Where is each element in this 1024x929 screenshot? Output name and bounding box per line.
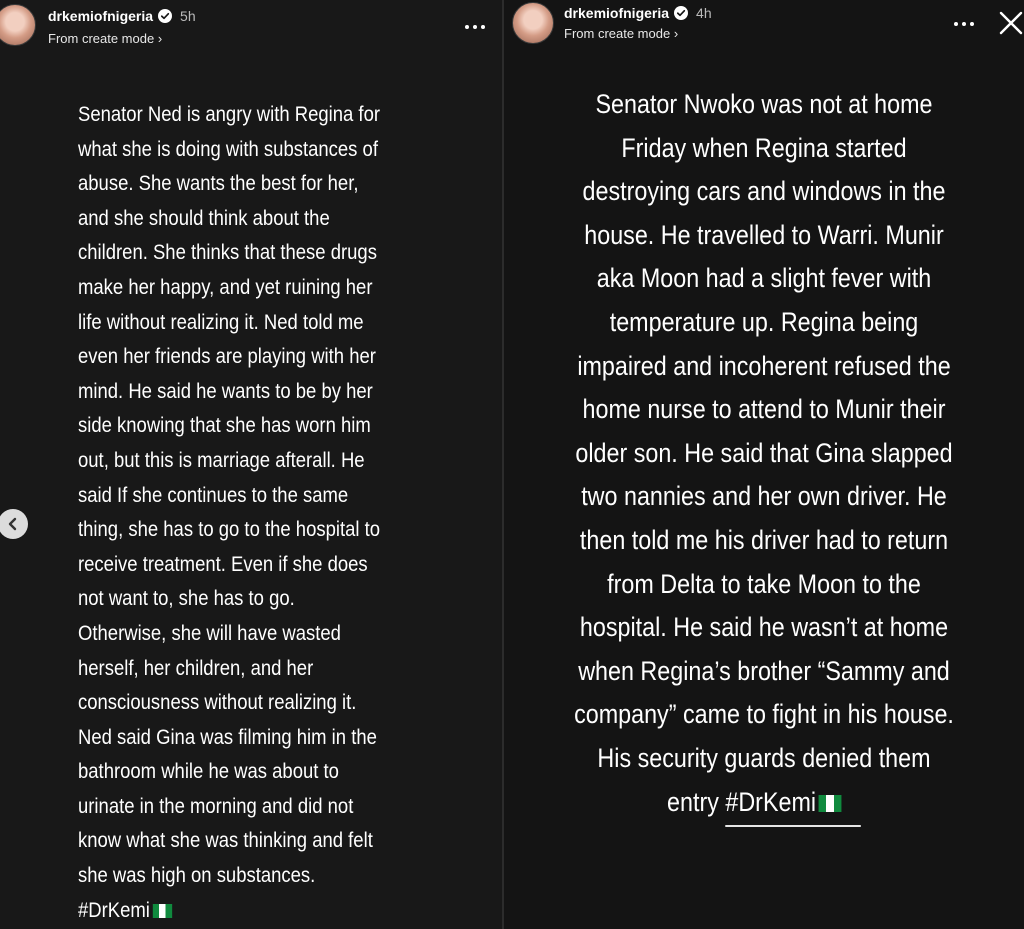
username[interactable]: drkemiofnigeria — [564, 5, 670, 21]
story-text-line: said If she continues to the same — [78, 483, 349, 507]
story-text-line: Otherwise, she will have wasted — [78, 621, 341, 645]
hashtag-text: #DrKemi — [78, 898, 150, 922]
hashtag-link[interactable] — [725, 781, 861, 828]
story-text-line: out, but this is marriage afterall. He — [78, 448, 365, 472]
story-text-line: house. He travelled to Warri. Munir — [584, 219, 944, 250]
story-text-line: she was high on substances. — [78, 864, 316, 888]
story-text-line: life without realizing it. Ned told me — [78, 310, 364, 334]
story-text-line: Senator Ned is angry with Regina for — [78, 103, 381, 126]
hashtag-text: #DrKemi — [725, 786, 817, 817]
hashtag-link[interactable] — [78, 894, 198, 929]
username[interactable]: drkemiofnigeria — [48, 8, 154, 24]
create-mode-label: From create mode — [564, 26, 671, 41]
story-text-line: aka Moon had a slight fever with — [596, 263, 932, 294]
create-mode-label: From create mode — [48, 31, 155, 46]
story-text-line: Senator Nwoko was not at home — [595, 89, 933, 119]
story-text-line: temperature up. Regina being — [609, 306, 919, 337]
story-text-line: side knowing that she has worn him — [78, 414, 371, 438]
chevron-right-icon: › — [157, 31, 163, 46]
post-time: 5h — [180, 8, 196, 24]
previous-story-button[interactable] — [0, 509, 28, 539]
story-text-line: mind. He said he wants to be by her — [78, 379, 373, 403]
story-text-line: and she should think about the — [78, 206, 330, 230]
close-icon[interactable] — [998, 10, 1024, 36]
story-text-line: receive treatment. Even if she does — [78, 552, 368, 576]
story-text-line: not want to, she has to go. — [78, 587, 295, 611]
story-text-line: destroying cars and windows in the — [582, 176, 946, 207]
last-line-prefix: entry — [667, 786, 726, 817]
story-text-line: from Delta to take Moon to the — [607, 568, 921, 599]
story-text-line: make her happy, and yet ruining her — [78, 275, 373, 299]
more-options-icon[interactable] — [954, 17, 974, 31]
story-text-line: urinate in the morning and did not — [78, 794, 354, 818]
story-text-line: children. She thinks that these drugs — [78, 241, 377, 265]
story-text-line: abuse. She wants the best for her, — [78, 172, 359, 196]
story-panel-right — [504, 0, 1024, 929]
story-text-line: Friday when Regina started — [621, 132, 907, 163]
chevron-left-icon — [5, 516, 21, 532]
story-text-line: even her friends are playing with her — [78, 345, 376, 369]
story-text-line: home nurse to attend to Munir their — [582, 394, 946, 425]
story-text-line: know what she was thinking and felt — [78, 829, 373, 853]
post-time: 4h — [696, 5, 712, 21]
nigeria-flag-icon — [819, 795, 842, 812]
story-text — [78, 98, 439, 929]
story-text-line: herself, her children, and her — [78, 656, 314, 680]
story-text-line: thing, she has to go to the hospital to — [78, 518, 381, 542]
story-text-line: two nannies and her own driver. He — [581, 481, 947, 512]
story-text-line: when Regina’s brother “Sammy and — [578, 655, 950, 686]
story-text-line: hospital. He said he wasn’t at home — [579, 612, 949, 643]
story-panel-left — [0, 0, 502, 929]
story-text-line: His security guards denied them — [597, 742, 931, 773]
hashtag-line — [535, 781, 993, 828]
story-text-line: older son. He said that Gina slapped — [575, 437, 953, 468]
story-text-line: company” came to fight in his house. — [574, 699, 954, 730]
create-mode-link[interactable] — [564, 26, 678, 41]
verified-badge-icon — [674, 6, 688, 20]
avatar[interactable] — [512, 2, 554, 44]
user-row — [564, 5, 712, 21]
more-options-icon[interactable] — [465, 20, 485, 34]
verified-badge-icon — [158, 9, 172, 23]
create-mode-link[interactable] — [48, 31, 162, 46]
story-text-line: what she is doing with substances of — [78, 137, 378, 161]
avatar[interactable] — [0, 4, 36, 46]
story-header — [0, 0, 502, 64]
user-row — [48, 8, 196, 24]
story-text — [535, 83, 993, 827]
story-text-line: consciousness without realizing it. — [78, 691, 357, 715]
story-text-line: then told me his driver had to return — [579, 524, 949, 555]
story-text-line: impaired and incoherent refused the — [577, 350, 951, 381]
story-header — [504, 0, 1024, 64]
hashtag-line — [78, 894, 439, 929]
nigeria-flag-icon — [153, 904, 172, 918]
story-text-line: Ned said Gina was filming him in the — [78, 725, 377, 749]
story-text-line: bathroom while he was about to — [78, 760, 339, 784]
chevron-right-icon: › — [673, 26, 679, 41]
